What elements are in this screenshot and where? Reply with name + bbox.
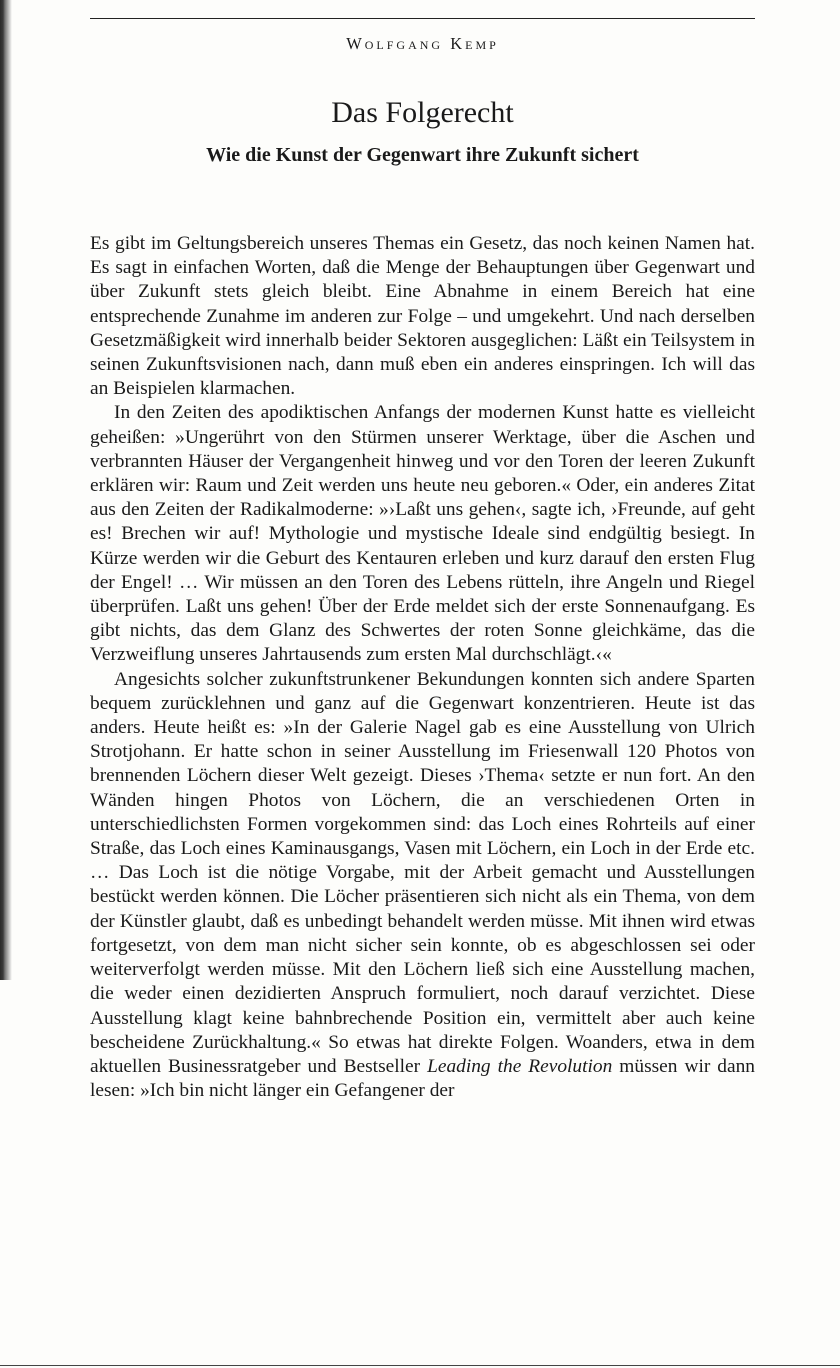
book-title-italic: Leading the Revolution	[427, 1055, 613, 1077]
paragraph-3-text-a: Angesichts solcher zukunftstrunkener Bekundungen konnten sich andere Sparten bequem zurücklehnen und ganz auf die Gegenwart konzentrieren. Heute ist das anders. Heute heißt es: »In der Galerie Nagel gab es eine Ausstellung von Ulrich Strotjohann. Er hatte schon in seiner Ausstellung im Friesenwall 120 Photos von brennenden Löchern dieser Welt gezeigt. Dieses ›Thema‹ setzte er nun fort. An den Wänden hingen Photos von Löchern, die an verschiedenen Orten in unterschiedlichsten Formen vorgekommen sind: das Loch eines Rohrteils auf einer Straße, das Loch eines Kaminausgangs, Vasen mit Löchern, ein Loch in der Erde etc. … Das Loch ist die nötige Vorgabe, mit der Arbeit gemacht und Ausstellungen bestückt werden können. Die Löcher präsentieren sich nicht als ein Thema, von dem der Künstler glaubt, daß es unbedingt behandelt werden müsse. Mit ihnen wird etwas fortgesetzt, von dem man nicht sicher sein konnte, ob es abgeschlossen sei oder weiterverfolgt werden müsse. Mit den Löchern ließ sich eine Ausstellung machen, die weder einen dezidierten Anspruch formuliert, noch darauf verzichtet. Diese Ausstellung klagt keine bahnbrechende Position ein, vermittelt aber auch keine bescheidene Zurückhaltung.« So etwas hat direkte Folgen. Woanders, etwa in dem aktuellen Businessratgeber und Bestseller	[90, 668, 755, 1077]
paragraph-3	[90, 668, 755, 1104]
header-rule	[90, 18, 755, 19]
running-head-author: Wolfgang Kemp	[346, 34, 499, 53]
page-bottom-edge	[0, 1365, 840, 1366]
body-text	[90, 232, 755, 1103]
essay-title: Das Folgerecht	[331, 96, 514, 129]
paragraph-2: In den Zeiten des apodiktischen Anfangs der modernen Kunst hatte es vielleicht geheißen: »Ungerührt von den Stürmen unserer Werktage, über die Aschen und verbrannten Häuser der Vergangenheit hinweg und vor den Toren der leeren Zukunft erklären wir: Raum und Zeit werden uns heute neu geboren.« Oder, ein anderes Zitat aus den Zeiten der Radikalmoderne: »›Laßt uns gehen‹, sagte ich, ›Freunde, auf geht es! Brechen wir auf! Mythologie und mystische Ideale sind endgültig besiegt. In Kürze werden wir die Geburt des Kentauren erleben und kurz darauf den ersten Flug der Engel! … Wir müssen an den Toren des Lebens rütteln, ihre Angeln und Riegel überprüfen. Laßt uns gehen! Über der Erde meldet sich der erste Sonnenaufgang. Es gibt nichts, das dem Glanz des Schwertes der roten Sonne gleichkäme, das die Verzweiflung unseres Jahrtausends zum ersten Mal durchschlägt.‹«	[90, 402, 755, 666]
scan-shadow-edge	[0, 0, 12, 980]
paragraph-1: Es gibt im Geltungsbereich unseres Themas ein Gesetz, das noch keinen Namen hat. Es sagt in einfachen Worten, daß die Menge der Behauptungen über Gegenwart und über Zukunft stets gleich bleibt. Eine Abnahme in einem Bereich hat eine entsprechende Zunahme im anderen zur Folge – und umgekehrt. Und nach derselben Gesetzmäßigkeit wird innerhalb beider Sektoren ausgeglichen: Läßt ein Teilsystem in seinen Zukunftsvisionen nach, dann muß eben ein anderes einspringen. Ich will das an Beispielen klarmachen.	[90, 233, 755, 400]
paragraph-3-text-b: müssen wir dann lesen: »Ich bin nicht länger ein Gefangener der	[90, 1055, 755, 1102]
essay-subtitle: Wie die Kunst der Gegenwart ihre Zukunft sichert	[206, 144, 639, 166]
